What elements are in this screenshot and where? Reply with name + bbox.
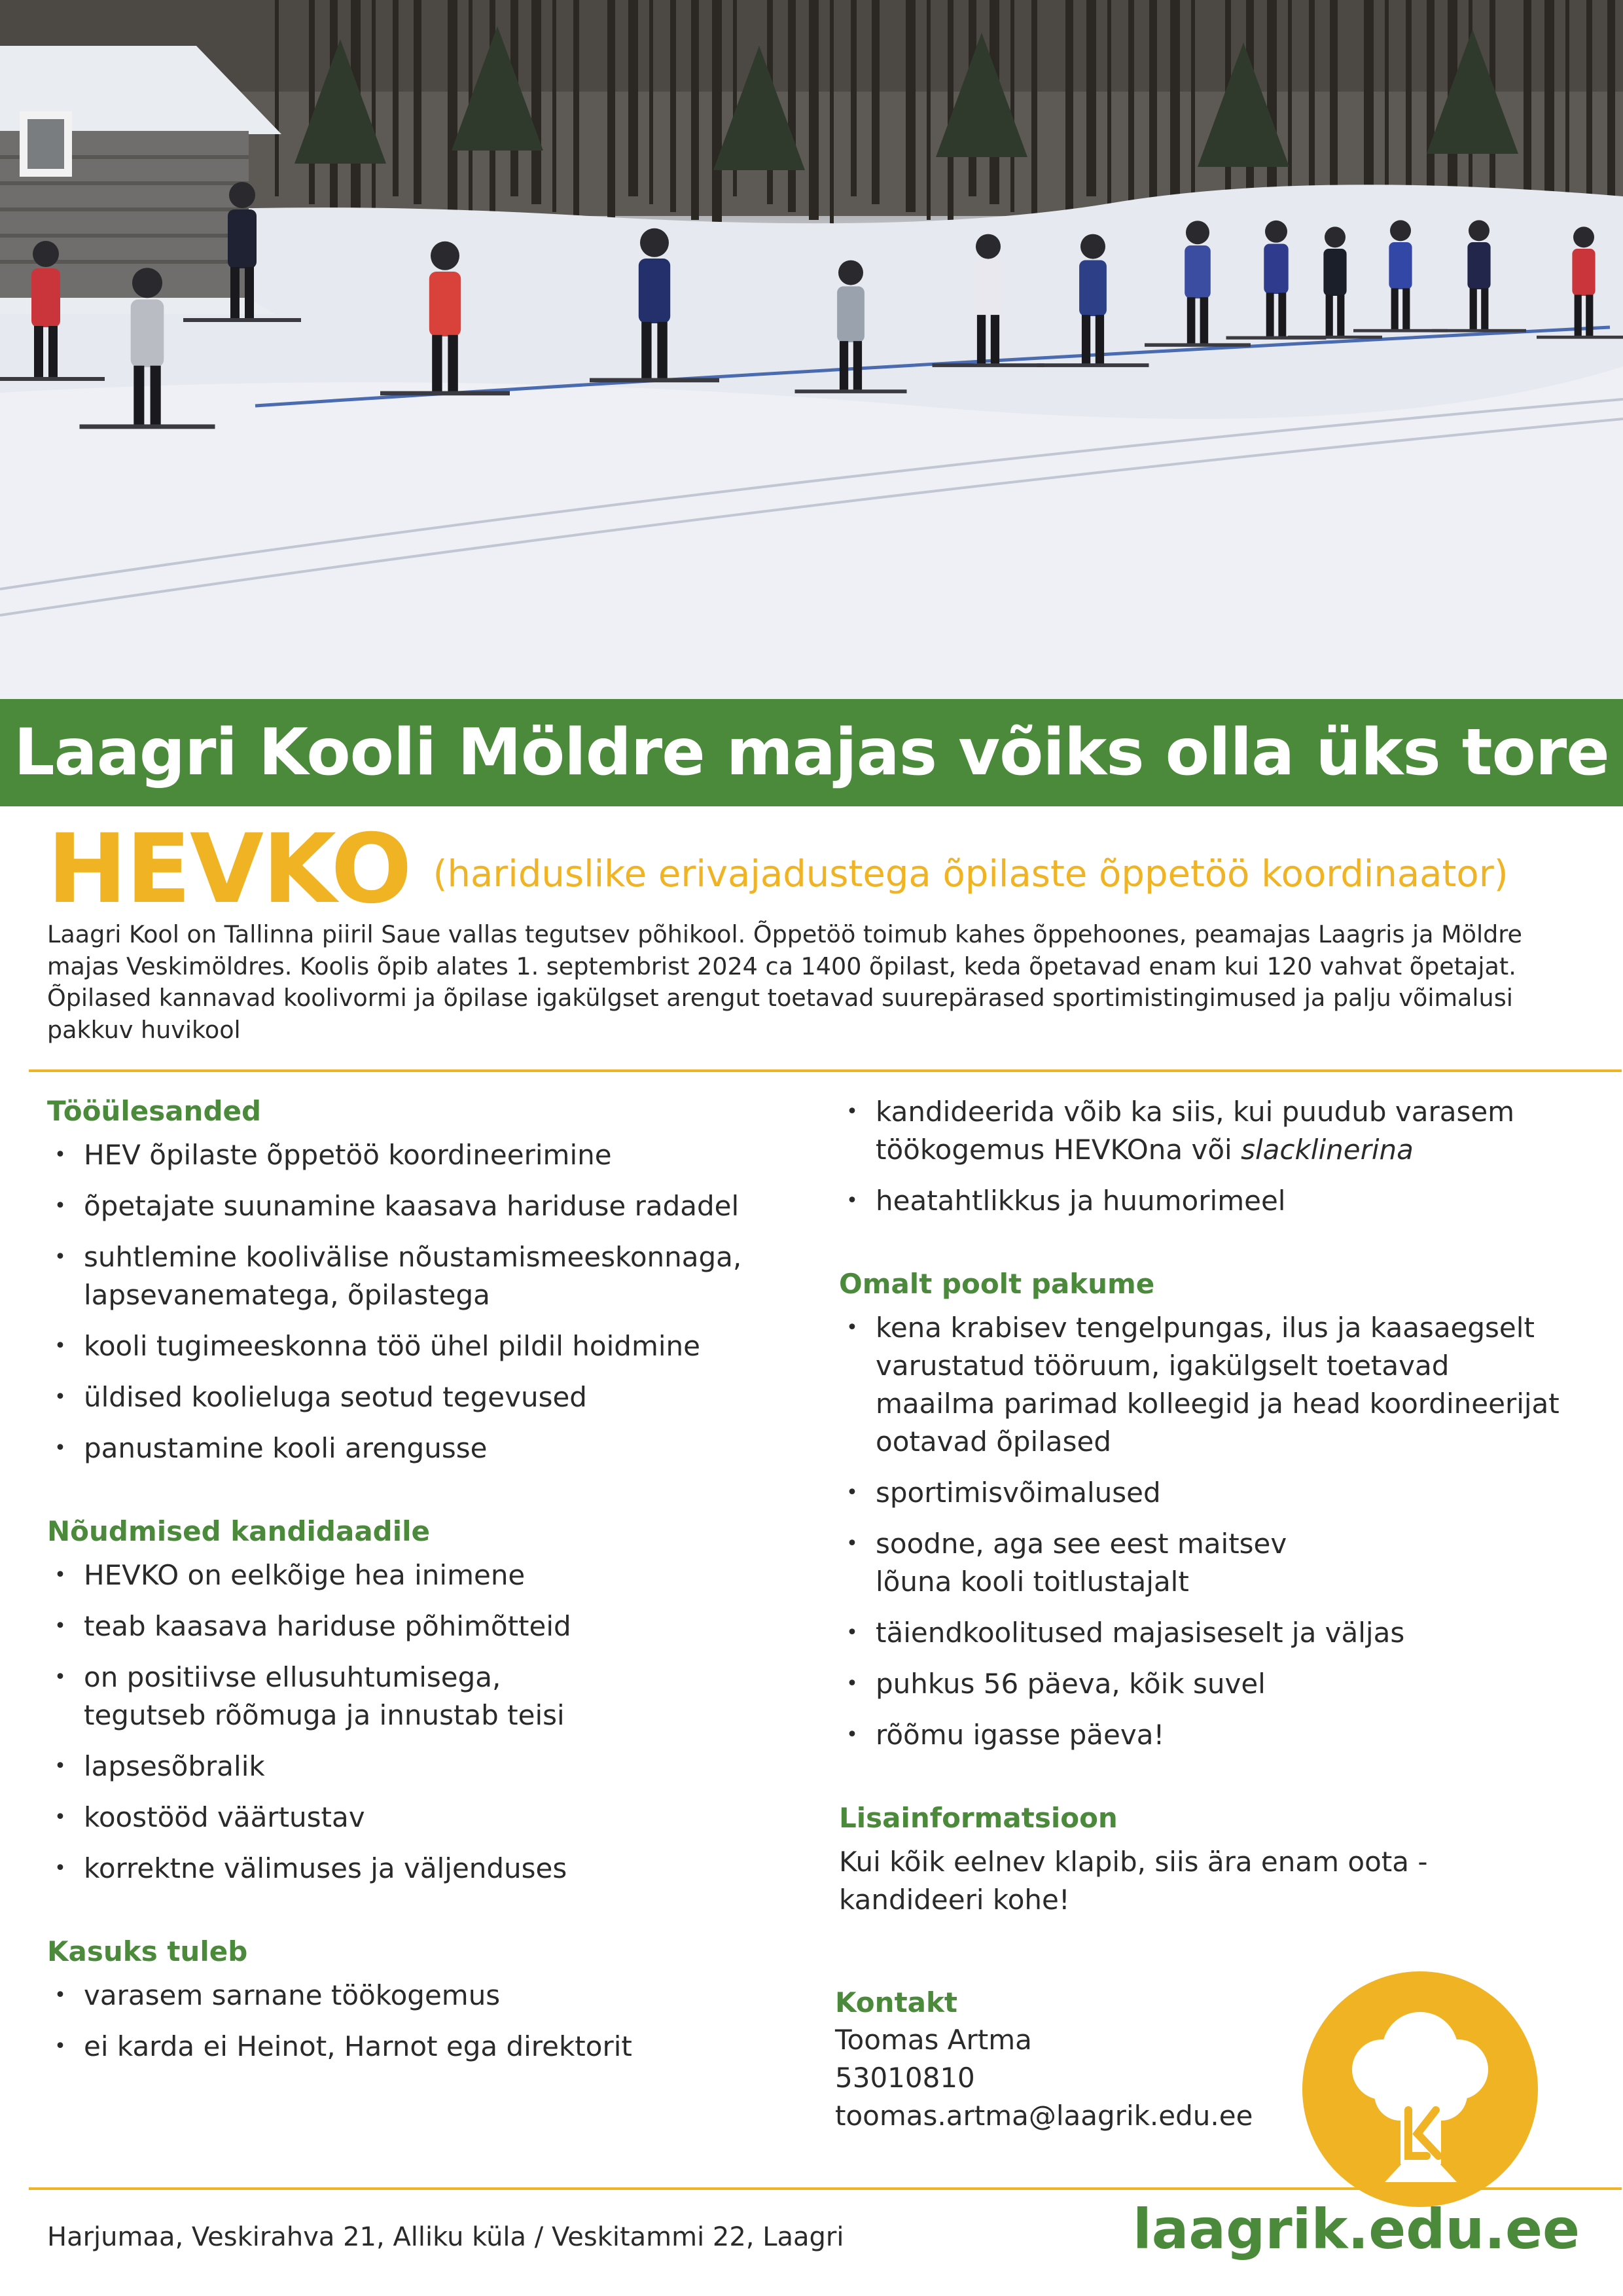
requirements-list — [47, 1556, 806, 1888]
bullet-icon: • — [54, 1984, 66, 2007]
tree-trunk — [1031, 0, 1037, 220]
list-item: • üldised koolieluga seotud tegevused — [47, 1378, 806, 1416]
list-item: • panustamine kooli arengusse — [47, 1429, 806, 1467]
tree-trunk — [712, 0, 722, 228]
tree-trunk — [552, 0, 556, 212]
list-item: • kena krabisev tengelpungas, ilus ja kaasaegselt varustatud tööruum, igakülgselt toetavad maailma parimad kolleegid ja head koordineerijat ootavad õpilased — [839, 1309, 1598, 1461]
job-title: HEVKO — [47, 814, 411, 925]
tree-trunk — [628, 0, 638, 196]
info-heading: Lisainformatsioon — [839, 1802, 1118, 1834]
divider-bottom — [29, 2187, 1622, 2190]
list-item: • lapsesõbralik — [47, 1748, 806, 1785]
tree-trunk — [393, 0, 399, 196]
tree-trunk — [1010, 0, 1014, 212]
tree-trunk — [1544, 0, 1554, 196]
bullet-icon: • — [54, 1615, 66, 1638]
tree-trunk — [872, 0, 880, 204]
tree-trunk — [1107, 0, 1111, 204]
advantages-heading: Kasuks tuleb — [47, 1935, 248, 1967]
bullet-icon: • — [54, 1437, 66, 1460]
intro-paragraph: Laagri Kool on Tallinna piiril Saue vallas tegutsev põhikool. Õppetöö toimub kahes õppehoones, peamajas Laagris ja Möldre majas Veskimöldres. Koolis õpib alates 1. septembrist 2024 ca 1400 õpilast, keda õpetavad enam kui 120 vahvat õpetajat. Õpilased kannavad koolivormi ja õpilase igakülgset arengut toetavad suurepärased sportimistingimused ja palju võimalusi pakkuv huvikool — [47, 920, 1522, 1044]
bullet-icon: • — [846, 1316, 858, 1339]
tree-trunk — [1427, 0, 1435, 196]
contact-heading: Kontakt — [835, 1986, 957, 2018]
tree-trunk — [1364, 0, 1374, 212]
tree-trunk — [830, 0, 834, 228]
tree-trunk — [1149, 0, 1157, 220]
tree-trunk — [531, 0, 541, 204]
bullet-icon: • — [54, 1143, 66, 1166]
bullet-icon: • — [846, 1621, 858, 1644]
bullet-icon: • — [846, 1481, 858, 1504]
list-item: • puhkus 56 päeva, kõik suvel — [839, 1665, 1598, 1703]
list-item: • heatahtlikkus ja huumorimeel — [839, 1182, 1598, 1220]
bullet-icon: • — [54, 1386, 66, 1408]
list-item: • rõõmu igasse päeva! — [839, 1716, 1598, 1754]
laagri-kool-logo-icon — [1302, 1971, 1538, 2207]
bullet-icon: • — [54, 2035, 66, 2058]
bullet-icon: • — [54, 1335, 66, 1357]
title-banner — [0, 699, 1623, 806]
tasks-heading: Tööülesanded — [47, 1095, 262, 1127]
tree-trunk — [809, 0, 819, 220]
list-item: • varasem sarnane töökogemus — [47, 1977, 806, 2015]
bullet-icon: • — [846, 1672, 858, 1695]
advantages-list — [47, 1977, 806, 2066]
job-heading — [47, 814, 1618, 925]
bullet-icon: • — [846, 1532, 858, 1555]
list-item: • HEVKO on eelkõige hea inimene — [47, 1556, 806, 1594]
skiers-illustration — [0, 0, 1623, 699]
list-item: • õpetajate suunamine kaasava hariduse radadel — [47, 1187, 806, 1225]
tree-trunk — [927, 0, 931, 220]
list-item: • ei karda ei Heinot, Harnot ega direktorit — [47, 2028, 806, 2066]
tree-trunk — [414, 0, 421, 204]
divider-top — [29, 1069, 1622, 1072]
tree-trunk — [1170, 0, 1180, 228]
tree-trunk — [448, 0, 457, 212]
list-item: • kandideerida võib ka siis, kui puudub varasem töökogemus HEVKOna või slacklinerina — [839, 1093, 1598, 1169]
tree-trunk — [275, 0, 279, 196]
tree-trunk — [1586, 0, 1592, 212]
banner-title: Laagri Kooli Möldre majas võiks olla üks tore — [14, 715, 1609, 790]
tree-trunk — [1607, 0, 1615, 220]
offer-list — [839, 1309, 1598, 1754]
tree-logo-icon — [1302, 1971, 1538, 2207]
advantages-list-cont — [839, 1093, 1598, 1220]
tree-trunk — [309, 0, 315, 204]
contact-email[interactable]: toomas.artma@laagrik.edu.ee — [835, 2100, 1253, 2132]
list-item: • korrektne välimuses ja väljenduses — [47, 1850, 806, 1888]
bullet-icon: • — [54, 1666, 66, 1689]
left-column — [47, 1093, 806, 2079]
tree-trunk — [670, 0, 676, 212]
list-item: • teab kaasava hariduse põhimõtteid — [47, 1607, 806, 1645]
footer-address: Harjumaa, Veskirahva 21, Alliku küla / Veskitammi 22, Laagri — [47, 2222, 844, 2252]
tasks-list — [47, 1136, 806, 1467]
contact-name: Toomas Artma — [835, 2024, 1032, 2056]
job-subtitle: (hariduslike erivajadustega õpilaste õppetöö koordinaator) — [433, 853, 1508, 895]
bullet-icon: • — [54, 1564, 66, 1587]
bullet-icon: • — [54, 1755, 66, 1778]
tree-trunk — [1565, 0, 1569, 204]
list-item: • soodne, aga see eest maitsev lõuna kooli toitlustajalt — [839, 1525, 1598, 1601]
list-item: • suhtlemine koolivälise nõustamismeeskonnaga, lapsevanematega, õpilastega — [47, 1238, 806, 1314]
list-item: • HEV õpilaste õppetöö koordineerimine — [47, 1136, 806, 1174]
bullet-icon: • — [54, 1194, 66, 1217]
info-text: Kui kõik eelnev klapib, siis ära enam oota - kandideeri kohe! — [839, 1846, 1428, 1916]
bullet-icon: • — [54, 1857, 66, 1880]
tree-trunk — [851, 0, 857, 196]
tree-trunk — [906, 0, 916, 212]
tree-trunk — [1086, 0, 1096, 196]
tree-trunk — [788, 0, 796, 212]
bullet-icon: • — [846, 1723, 858, 1746]
tree-trunk — [649, 0, 653, 204]
tree-trunk — [1191, 0, 1195, 196]
bullet-icon: • — [846, 1100, 858, 1123]
list-item: • on positiivse ellusuhtumisega, tegutseb rõõmuga ja innustab teisi — [47, 1659, 806, 1734]
offer-heading: Omalt poolt pakume — [839, 1268, 1155, 1300]
tree-trunk — [1330, 0, 1338, 204]
list-item: • koostööd väärtustav — [47, 1799, 806, 1837]
tree-trunk — [372, 0, 376, 228]
list-item: • sportimisvõimalused — [839, 1474, 1598, 1512]
tree-trunk — [573, 0, 579, 220]
header-photo — [0, 0, 1623, 699]
tree-trunk — [1309, 0, 1315, 196]
tree-trunk — [607, 0, 615, 228]
requirements-heading: Nõudmised kandidaadile — [47, 1515, 431, 1547]
footer-website-link[interactable]: laagrik.edu.ee — [1132, 2197, 1580, 2261]
right-column — [839, 1093, 1598, 1919]
tree-trunk — [1065, 0, 1073, 228]
bullet-icon: • — [54, 1246, 66, 1268]
bullet-icon: • — [846, 1189, 858, 1212]
list-item: • täiendkoolitused majasiseselt ja väljas — [839, 1614, 1598, 1652]
contact-phone[interactable]: 53010810 — [835, 2062, 975, 2094]
tree-trunk — [1128, 0, 1134, 212]
list-item: • kooli tugimeeskonna töö ühel pildil hoidmine — [47, 1327, 806, 1365]
tree-trunk — [691, 0, 699, 220]
bullet-icon: • — [54, 1806, 66, 1829]
